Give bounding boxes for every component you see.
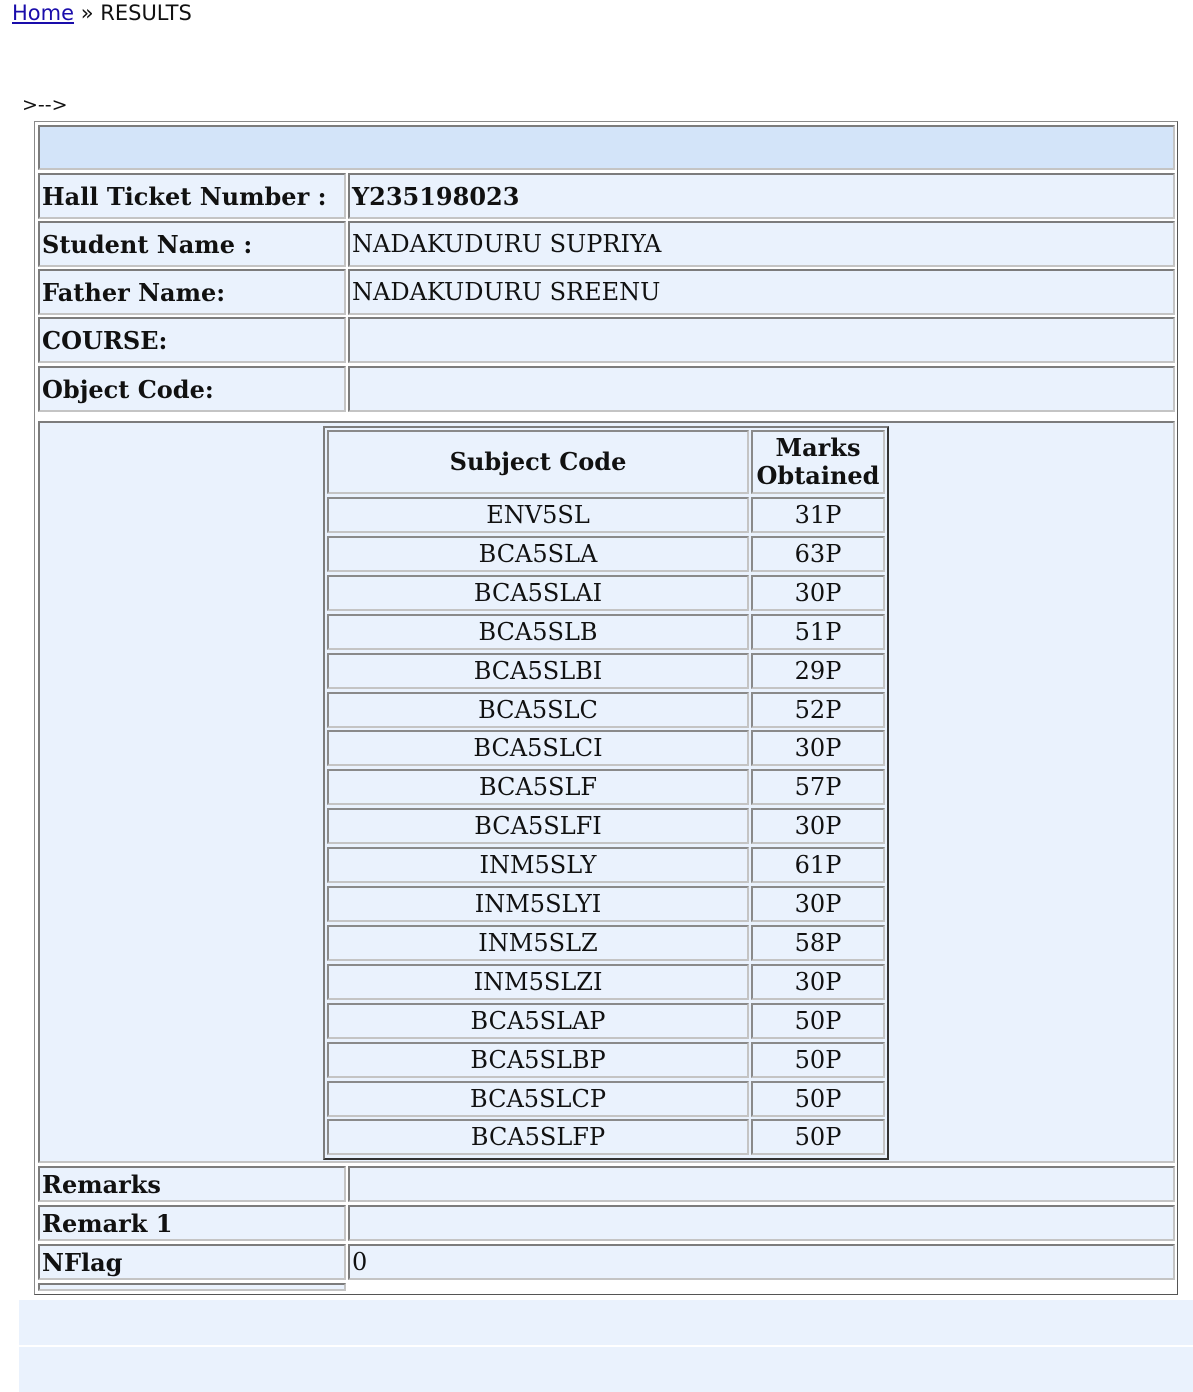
course-value (348, 317, 1175, 363)
marks-cell: 52P (751, 692, 885, 728)
subject-code-cell: INM5SLY (327, 847, 749, 883)
subject-code-cell: BCA5SLAI (327, 575, 749, 611)
subject-code-cell: BCA5SLFI (327, 808, 749, 844)
home-link[interactable]: Home (12, 1, 75, 25)
marks-cell: 30P (751, 964, 885, 1000)
results-header-bar (38, 125, 1175, 170)
subject-code-cell: BCA5SLF (327, 769, 749, 805)
object-code-value (348, 366, 1175, 412)
breadcrumb (12, 0, 192, 26)
student-name-label: Student Name : (38, 221, 346, 267)
hall-ticket-label: Hall Ticket Number : (38, 173, 346, 219)
marks-cell: 50P (751, 1081, 885, 1117)
remarks-value (348, 1166, 1175, 1202)
remarks-label: Remarks (38, 1166, 346, 1202)
subject-code-header: Subject Code (327, 430, 749, 494)
marks-table (323, 426, 889, 1160)
father-name-label: Father Name: (38, 269, 346, 315)
marks-cell: 30P (751, 730, 885, 766)
subject-code-cell: INM5SLZ (327, 925, 749, 961)
marks-cell: 31P (751, 497, 885, 533)
marks-cell: 57P (751, 769, 885, 805)
marks-cell: 50P (751, 1042, 885, 1078)
subject-code-cell: BCA5SLB (327, 614, 749, 650)
marks-cell: 63P (751, 536, 885, 572)
hall-ticket-value: Y235198023 (348, 173, 1175, 219)
subject-code-cell: ENV5SL (327, 497, 749, 533)
subject-code-cell: BCA5SLA (327, 536, 749, 572)
footer-bar-2 (19, 1347, 1193, 1392)
marks-cell: 30P (751, 575, 885, 611)
marks-cell: 30P (751, 886, 885, 922)
results-table (34, 121, 1178, 1295)
marks-cell: 50P (751, 1119, 885, 1155)
course-label: COURSE: (38, 317, 346, 363)
marks-cell: 51P (751, 614, 885, 650)
subject-code-cell: BCA5SLFP (327, 1119, 749, 1155)
footer-bar-1 (19, 1300, 1193, 1345)
empty-trailing-cell (38, 1283, 346, 1291)
nflag-value: 0 (348, 1244, 1175, 1280)
remark1-value (348, 1205, 1175, 1241)
breadcrumb-separator: » (80, 1, 94, 25)
marks-cell: 30P (751, 808, 885, 844)
breadcrumb-current: RESULTS (100, 1, 192, 25)
marks-cell: 58P (751, 925, 885, 961)
nflag-label: NFlag (38, 1244, 346, 1280)
subject-code-cell: BCA5SLAP (327, 1003, 749, 1039)
student-name-value: NADAKUDURU SUPRIYA (348, 221, 1175, 267)
subject-code-cell: BCA5SLCI (327, 730, 749, 766)
marks-cell: 61P (751, 847, 885, 883)
marks-cell: 29P (751, 653, 885, 689)
subject-code-cell: BCA5SLCP (327, 1081, 749, 1117)
object-code-label: Object Code: (38, 366, 346, 412)
subject-code-cell: INM5SLYI (327, 886, 749, 922)
marks-obtained-header: Marks Obtained (751, 430, 885, 494)
father-name-value: NADAKUDURU SREENU (348, 269, 1175, 315)
subject-code-cell: BCA5SLC (327, 692, 749, 728)
subject-code-cell: BCA5SLBP (327, 1042, 749, 1078)
subject-code-cell: INM5SLZI (327, 964, 749, 1000)
marks-cell: 50P (751, 1003, 885, 1039)
remark1-label: Remark 1 (38, 1205, 346, 1241)
subject-code-cell: BCA5SLBI (327, 653, 749, 689)
comment-fragment-text: >--> (22, 94, 68, 116)
